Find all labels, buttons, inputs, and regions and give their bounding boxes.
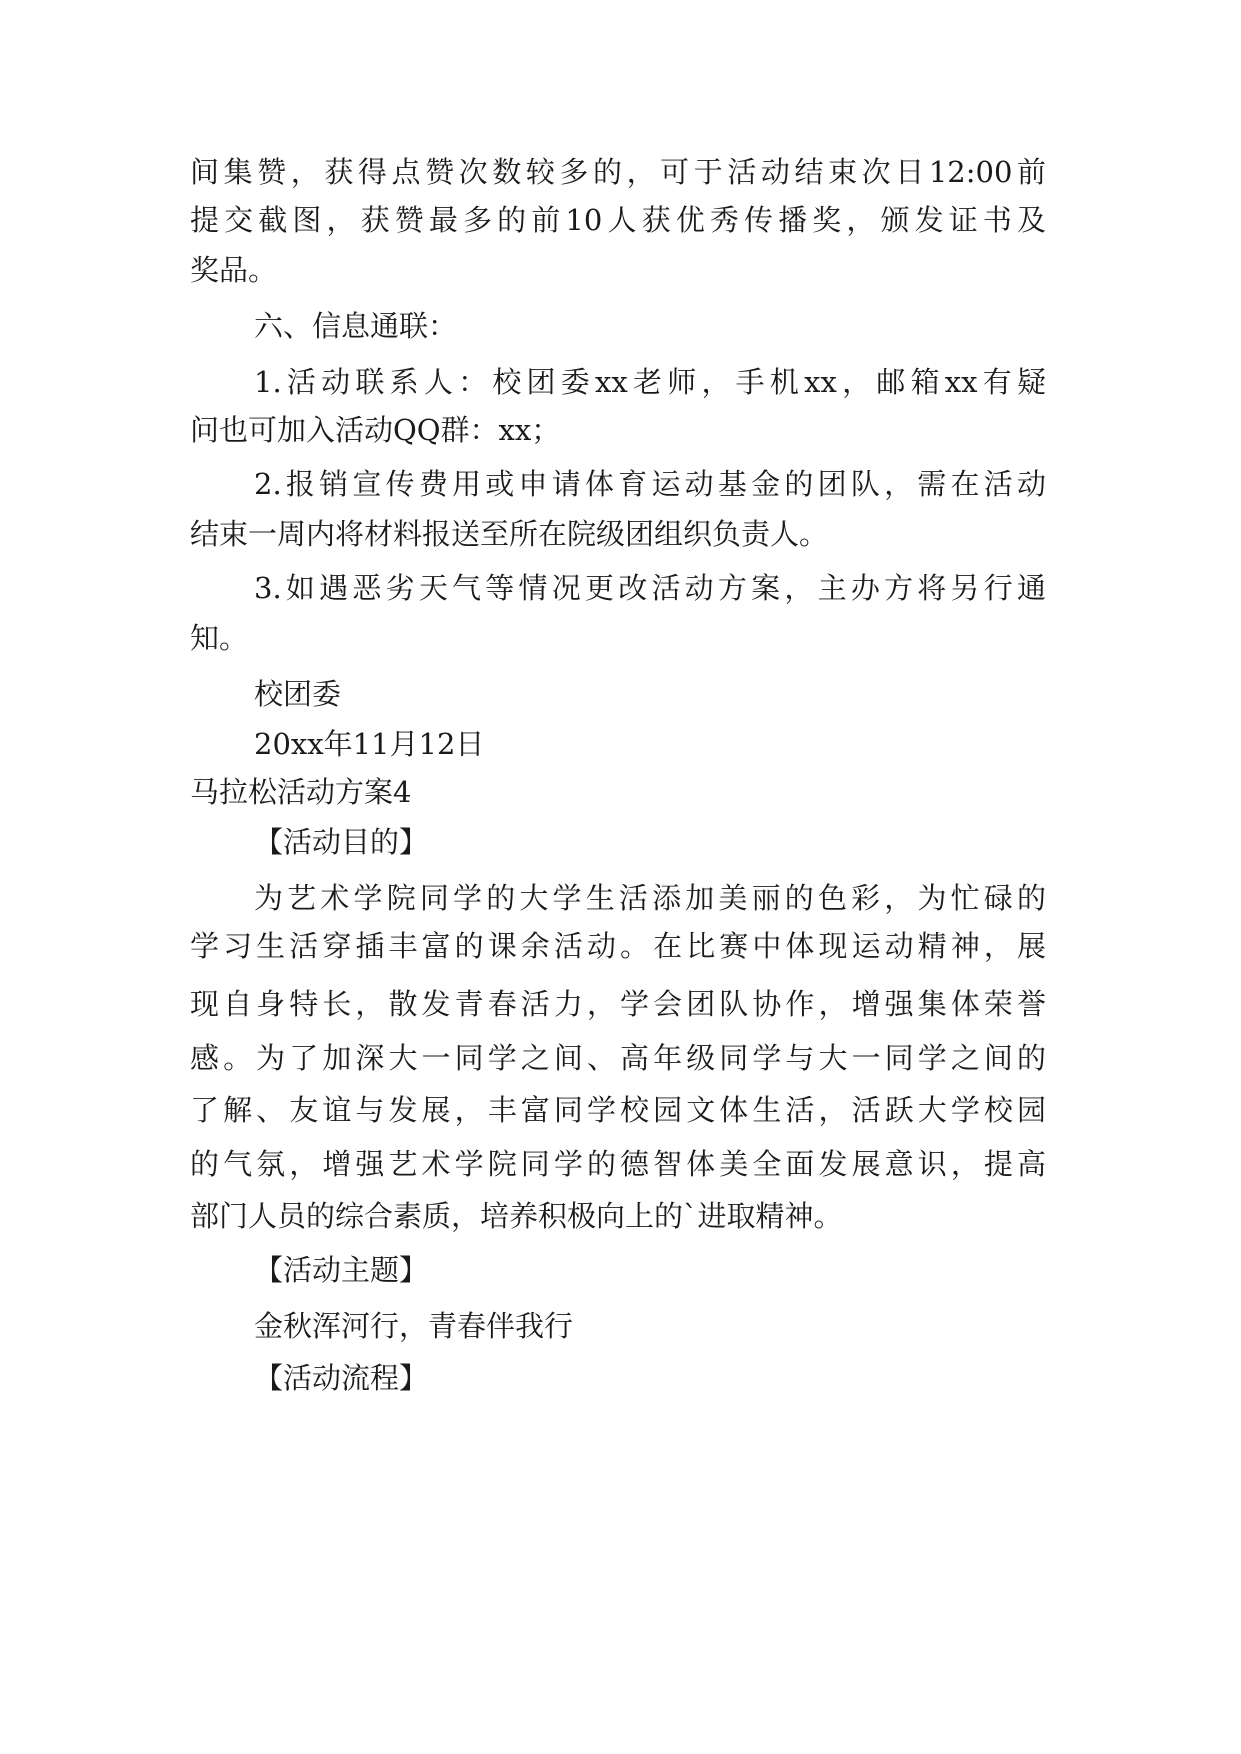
document-title: 马拉松活动方案4 bbox=[190, 775, 412, 809]
text-line: 1.活动联系人：校团委xx老师，手机xx，邮箱xx有疑 bbox=[254, 365, 1046, 399]
text-line: 提交截图，获赞最多的前10人获优秀传播奖，颁发证书及 bbox=[190, 203, 1046, 237]
section-heading: 【活动主题】 bbox=[254, 1253, 429, 1287]
signature-org: 校团委 bbox=[254, 677, 342, 711]
text-line: 部门人员的综合素质，培养积极向上的`进取精神。 bbox=[190, 1199, 843, 1233]
text-line: 3.如遇恶劣天气等情况更改活动方案，主办方将另行通 bbox=[254, 571, 1046, 605]
text-line: 问也可加入活动QQ群：xx； bbox=[190, 413, 561, 447]
section-heading: 【活动流程】 bbox=[254, 1361, 429, 1395]
text-line: 感。为了加深大一同学之间、高年级同学与大一同学之间的 bbox=[190, 1041, 1046, 1075]
text-line: 2.报销宣传费用或申请体育运动基金的团队，需在活动 bbox=[254, 467, 1046, 501]
text-line: 了解、友谊与发展，丰富同学校园文体生活，活跃大学校园 bbox=[190, 1093, 1046, 1127]
text-line: 为艺术学院同学的大学生活添加美丽的色彩，为忙碌的 bbox=[254, 881, 1046, 915]
section-heading: 六、信息通联： bbox=[254, 309, 458, 343]
text-line: 结束一周内将材料报送至所在院级团组织负责人。 bbox=[190, 517, 829, 551]
text-line: 金秋浑河行，青春伴我行 bbox=[254, 1309, 574, 1343]
text-line: 学习生活穿插丰富的课余活动。在比赛中体现运动精神，展 bbox=[190, 929, 1046, 963]
signature-date: 20xx年11月12日 bbox=[254, 727, 485, 761]
text-line: 奖品。 bbox=[190, 253, 278, 287]
text-line: 知。 bbox=[190, 621, 249, 655]
text-line: 的气氛，增强艺术学院同学的德智体美全面发展意识，提高 bbox=[190, 1147, 1046, 1181]
text-line: 间集赞，获得点赞次数较多的，可于活动结束次日12:00前 bbox=[190, 155, 1046, 189]
section-heading: 【活动目的】 bbox=[254, 825, 429, 859]
text-line: 现自身特长，散发青春活力，学会团队协作，增强集体荣誉 bbox=[190, 987, 1046, 1021]
